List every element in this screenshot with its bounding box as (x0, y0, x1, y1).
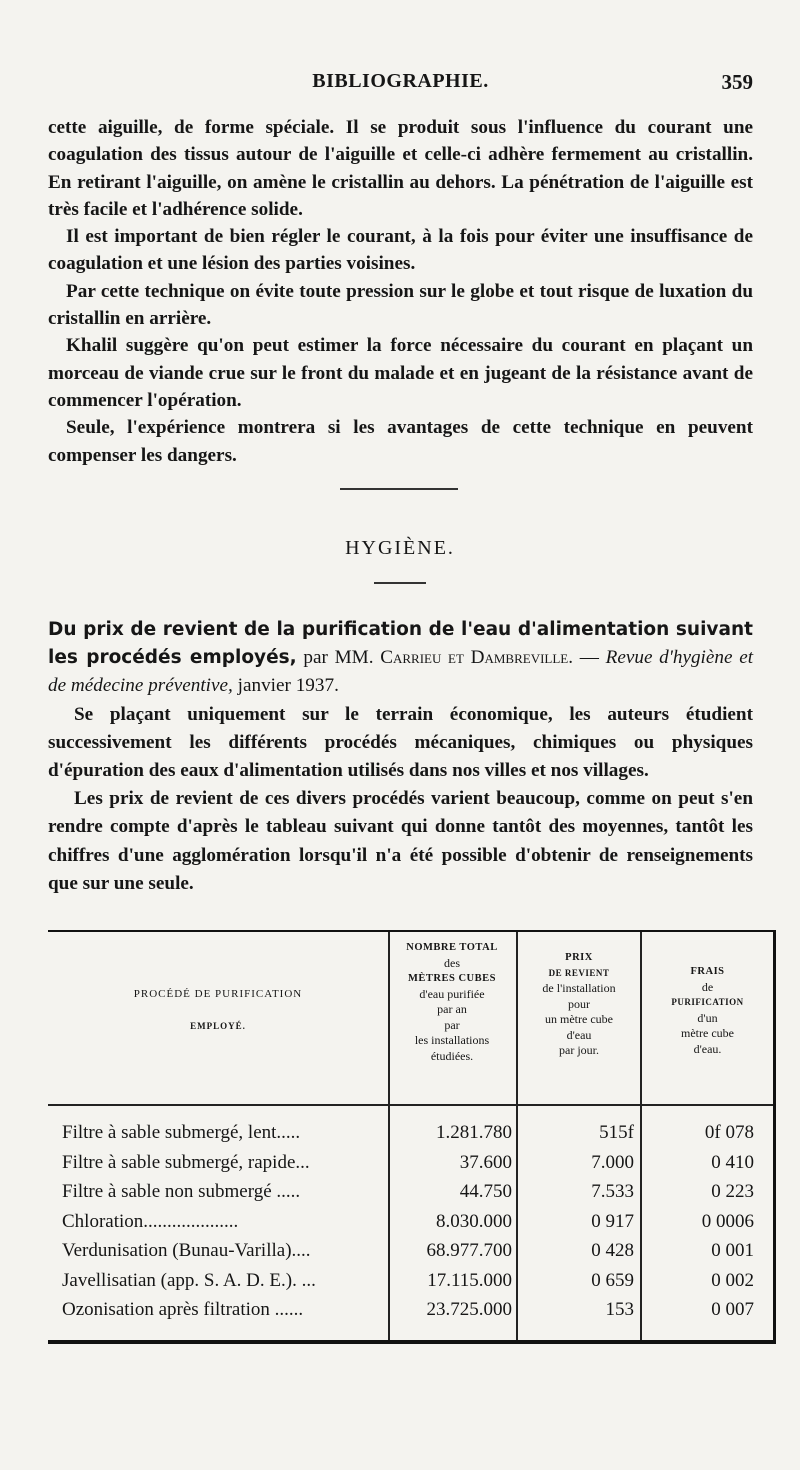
header-text: de l'installation (542, 981, 616, 995)
header-text: par an (437, 1002, 467, 1016)
cell-prix: 0 917 (591, 1210, 634, 1232)
paragraph: Seule, l'expérience montrera si les avantages de cette technique en peuvent compenser les dangers. (48, 417, 753, 466)
header-text: étudiées. (430, 1048, 474, 1063)
header-text: les installations (414, 1033, 490, 1047)
header-text: pour (568, 996, 590, 1011)
cell-prix: 0 659 (591, 1269, 634, 1291)
header-text: PRIX (565, 952, 593, 963)
paragraph: Se plaçant uniquement sur le terrain économique, les auteurs étudient successivement les différents procédés mécaniques, chimiques ou physiques d'épuration des eaux d'alimentation utilisés dans nos villes et nos villages. (48, 703, 753, 782)
header-text: par (444, 1017, 460, 1032)
article-heading (48, 616, 753, 701)
cell-procede: Ozonisation après filtration ...... (62, 1299, 304, 1320)
table-row (48, 1240, 773, 1270)
header-frais (642, 964, 773, 1057)
header-text: de (701, 979, 714, 994)
cell-metres: 17.115.000 (427, 1269, 512, 1291)
article-title: Du prix de revient de la purification de l'eau d'alimentation suivant les procédés employés, (48, 619, 753, 669)
cell-frais: 0 223 (711, 1181, 754, 1202)
article (48, 616, 753, 898)
article-by: par MM. (303, 647, 374, 669)
cell-procede: Chloration.................... (62, 1210, 239, 1232)
divider-rule (340, 488, 458, 490)
header-text: DE REVIENT (548, 967, 610, 978)
cell-metres: 44.750 (459, 1181, 512, 1202)
paragraph: Il est important de bien régler le courant, à la fois pour éviter une insuffisance de coagulation et une lésion des parties voisines. (48, 226, 753, 275)
cell-procede: Filtre à sable non submergé ..... (62, 1181, 301, 1202)
cell-frais: 0 410 (711, 1151, 754, 1173)
article-authors: Carrieu et Dambreville. (380, 647, 574, 669)
table-row (48, 1211, 773, 1241)
cell-procede: Filtre à sable submergé, rapide... (62, 1151, 310, 1173)
header-text: PROCÉDÉ DE PURIFICATION (133, 988, 303, 1000)
paragraph: Les prix de revient de ces divers procédés varient beaucoup, comme on peut s'en rendre compte d'après le tableau suivant qui donne tantôt des moyennes, tantôt les chiffres d'une agglomération lorsqu'il n'a été possible d'obtenir de renseignements que sur une seule. (48, 788, 753, 894)
running-head (48, 70, 753, 100)
cell-procede: Verdunisation (Bunau-Varilla).... (62, 1240, 311, 1261)
header-text: MÈTRES CUBES (408, 973, 496, 984)
header-text: des (444, 955, 460, 970)
table-body (48, 1122, 773, 1329)
header-text: NOMBRE TOTAL (406, 942, 498, 953)
cell-metres: 1.281.780 (436, 1122, 512, 1143)
cell-metres: 68.977.700 (426, 1240, 512, 1261)
cost-table (48, 930, 776, 1344)
cell-prix: 0 428 (591, 1240, 634, 1261)
header-text: mètre cube (681, 1026, 734, 1040)
table-row (48, 1181, 773, 1211)
cell-prix: 153 (605, 1299, 634, 1320)
page-number: 359 (721, 70, 753, 94)
cell-prix: 515f (599, 1122, 634, 1143)
header-text: PURIFICATION (671, 997, 744, 1007)
header-prix (518, 950, 640, 1059)
cell-frais: 0 002 (711, 1269, 754, 1291)
header-text: d'un (697, 1010, 718, 1025)
header-text: FRAIS (690, 966, 725, 977)
header-rule (48, 1104, 773, 1106)
cell-frais: 0 001 (711, 1240, 754, 1261)
header-text: d'eau (566, 1027, 592, 1042)
table-row (48, 1122, 773, 1152)
header-metres (388, 940, 516, 1064)
divider-rule (374, 582, 426, 584)
header-text: par jour. (559, 1043, 599, 1057)
paragraph: Khalil suggère qu'on peut estimer la force nécessaire du courant en plaçant un morceau de viande crue sur le front du malade et en jugeant de la résistance avant de commencer l'opération. (48, 335, 753, 411)
header-text: d'eau purifiée (419, 986, 485, 1001)
running-title: BIBLIOGRAPHIE. (312, 70, 489, 92)
table-row (48, 1152, 773, 1182)
intro-text (48, 114, 753, 469)
paragraph: Par cette technique on évite toute pression sur le globe et tout risque de luxation du cristallin en arrière. (48, 280, 753, 330)
cell-procede: Javellisatian (app. S. A. D. E.). ... (62, 1269, 316, 1291)
cell-frais: 0 0006 (701, 1210, 754, 1232)
section-heading: HYGIÈNE. (345, 537, 455, 559)
cell-prix: 7.533 (591, 1181, 634, 1202)
article-date: janvier 1937. (237, 675, 339, 697)
article-dash: — (579, 647, 599, 669)
table-row (48, 1299, 773, 1329)
header-procede (48, 987, 388, 1034)
cell-frais: 0 007 (711, 1299, 754, 1320)
cell-metres: 23.725.000 (426, 1299, 512, 1320)
cell-procede: Filtre à sable submergé, lent..... (62, 1122, 301, 1143)
article-journal: Revue d'hygiène et de médecine préventive, (48, 647, 754, 697)
header-text: un mètre cube (545, 1012, 613, 1026)
table-row (48, 1270, 773, 1300)
cell-metres: 37.600 (459, 1151, 512, 1173)
cell-prix: 7.000 (591, 1151, 634, 1173)
cell-frais: 0f 078 (704, 1122, 754, 1143)
header-text: d'eau. (693, 1041, 722, 1056)
paragraph: cette aiguille, de forme spéciale. Il se produit sous l'influence du courant une coagulation des tissus autour de l'aiguille et celle-ci adhère fermement au cristallin. En retirant l'aiguille, on amène le cristallin au dehors. La pénétration de l'aiguille est très facile et l'adhérence solide. (48, 117, 753, 220)
header-text: EMPLOYÉ. (190, 1020, 246, 1031)
cell-metres: 8.030.000 (436, 1210, 512, 1232)
